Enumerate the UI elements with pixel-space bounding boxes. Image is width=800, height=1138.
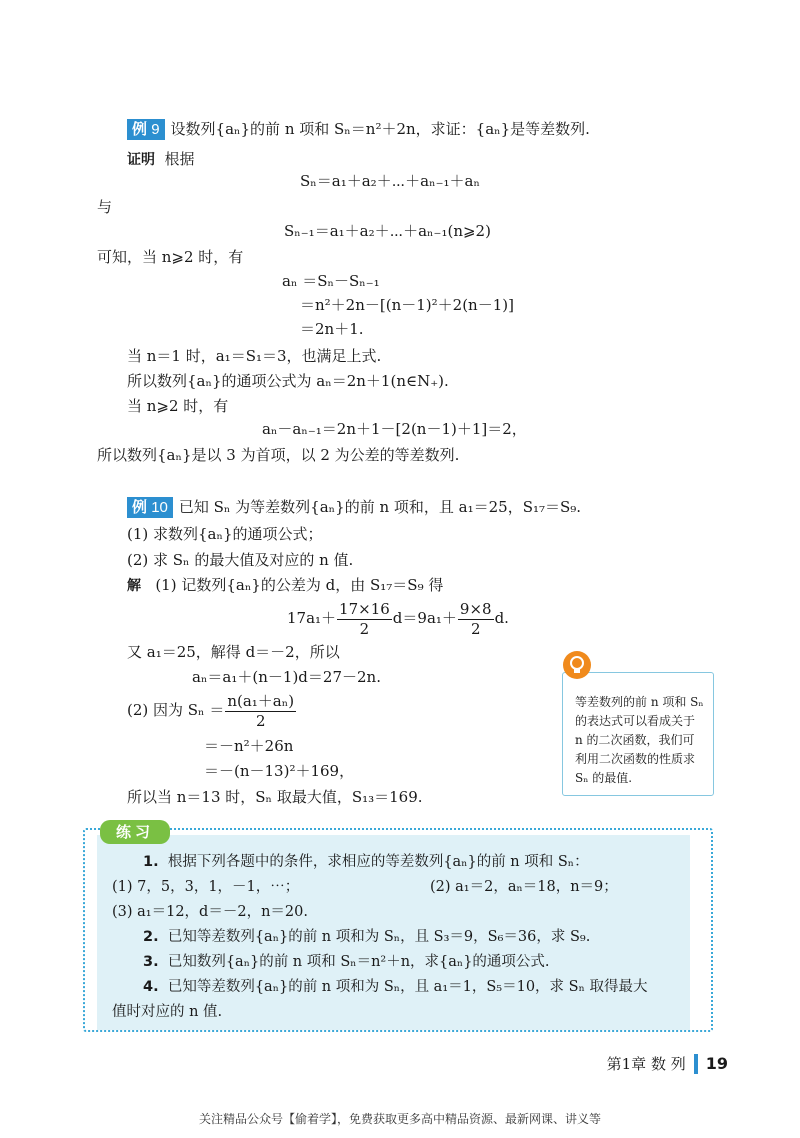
solution-line: 解 (1) 记数列{aₙ}的公差为 d，由 S₁₇＝S₉ 得 [127, 576, 444, 594]
practice-item-4: 4. 已知等差数列{aₙ}的前 n 项和为 Sₙ，且 a₁＝1，S₅＝10，求 Sₙ 取得最大 [143, 979, 648, 995]
practice-item-2: 2. 已知等差数列{aₙ}的前 n 项和为 Sₙ，且 S₃＝9，S₆＝36，求 S₉. [143, 929, 591, 945]
fraction: $\frac{9\times 8}{2}$ [459, 599, 492, 638]
practice-item-4-continued: 值时对应的 n 值. [112, 1004, 223, 1020]
lightbulb-icon [563, 651, 591, 679]
equation: Sₙ₋₁＝a₁＋a₂＋⋯＋aₙ₋₁(n⩾2) [284, 222, 491, 240]
example-statement: 设数列{aₙ}的前 n 项和 Sₙ＝n²＋2n，求证：{aₙ}是等差数列. [170, 120, 590, 138]
side-note [562, 672, 714, 796]
fraction-equation: (2) 因为 Sₙ ＝ $\frac{\text{n(a₁＋aₙ)}}{2}$ [127, 691, 295, 730]
equation: Sₙ＝a₁＋a₂＋⋯＋aₙ₋₁＋aₙ [300, 172, 480, 190]
example-badge: 例 9 [127, 119, 165, 140]
example-10-heading [127, 496, 581, 518]
body-text: 当 n⩾2 时，有 [127, 397, 229, 415]
question-1: (1) 求数列{aₙ}的通项公式； [127, 525, 323, 543]
equation: ＝n²＋2n－[(n－1)²＋2(n－1)] [300, 296, 514, 314]
equation: ＝－(n－13)²＋169， [204, 762, 355, 780]
fraction: $\frac{17\times 16}{2}$ [339, 599, 390, 638]
practice-item-3: 3. 已知数列{aₙ}的前 n 项和 Sₙ＝n²＋n，求{aₙ}的通项公式. [143, 954, 550, 970]
equation: aₙ ＝Sₙ－Sₙ₋₁ [282, 272, 380, 290]
chapter-divider [694, 1054, 698, 1074]
watermark-note: 关注精品公众号【偷着学】，免费获取更多高中精品资源、最新网课、讲义等 [198, 1112, 601, 1126]
practice-item-1c: (3) a₁＝12，d＝－2，n＝20. [112, 904, 308, 920]
body-text: 又 a₁＝25，解得 d＝－2，所以 [127, 643, 340, 661]
example-statement: 已知 Sₙ 为等差数列{aₙ}的前 n 项和，且 a₁＝25，S₁₇＝S₉. [178, 498, 582, 516]
fraction: $\frac{\text{n(a₁＋aₙ)}}{2}$ [227, 691, 295, 730]
body-text: 可知，当 n⩾2 时，有 [97, 248, 244, 266]
connector-text: 与 [97, 198, 113, 216]
proof-intro: 根据 [164, 150, 195, 168]
equation: aₙ－aₙ₋₁＝2n＋1－[2(n－1)＋1]＝2， [262, 420, 527, 438]
practice-tag: 练习 [100, 820, 170, 844]
body-text: 所以数列{aₙ}的通项公式为 aₙ＝2n＋1(n∈N₊). [127, 372, 449, 390]
chapter-footer [607, 1053, 728, 1075]
equation: aₙ＝a₁＋(n－1)d＝27－2n. [192, 668, 381, 686]
example-badge: 例 10 [127, 497, 173, 518]
example-9-heading [127, 118, 590, 140]
chapter-title: 第1章 数 列 [606, 1055, 686, 1073]
proof-label: 证明 [127, 152, 155, 168]
conclusion-text: 所以当 n＝13 时，Sₙ 取最大值，S₁₃＝169. [127, 788, 423, 806]
fraction-equation: 17a₁＋ $\frac{17\times 16}{2}$ d＝9a₁＋ $\frac{9\times 8}{2}$ d. [287, 599, 509, 638]
body-text: 当 n＝1 时，a₁＝S₁＝3，也满足上式. [127, 347, 382, 365]
side-note-text: 等差数列的前 n 项和 Sₙ 的表达式可以看成关于 n 的二次函数，我们可利用二次函数的性质求 Sₙ 的最值. [575, 695, 704, 785]
proof-line [127, 148, 195, 171]
page-number: 19 [705, 1054, 728, 1073]
practice-item-1b: (2) a₁＝2，aₙ＝18，n＝9； [430, 879, 618, 895]
conclusion-text: 所以数列{aₙ}是以 3 为首项，以 2 为公差的等差数列. [97, 446, 460, 464]
practice-item-1: 1. 根据下列各题中的条件，求相应的等差数列{aₙ}的前 n 项和 Sₙ： [143, 854, 589, 870]
solution-label: 解 [127, 578, 141, 594]
question-2: (2) 求 Sₙ 的最大值及对应的 n 值. [127, 551, 354, 569]
equation: ＝2n＋1. [300, 320, 364, 338]
equation: ＝－n²＋26n [204, 737, 294, 755]
practice-item-1a: (1) 7，5，3，1，－1，⋯； [112, 879, 300, 895]
